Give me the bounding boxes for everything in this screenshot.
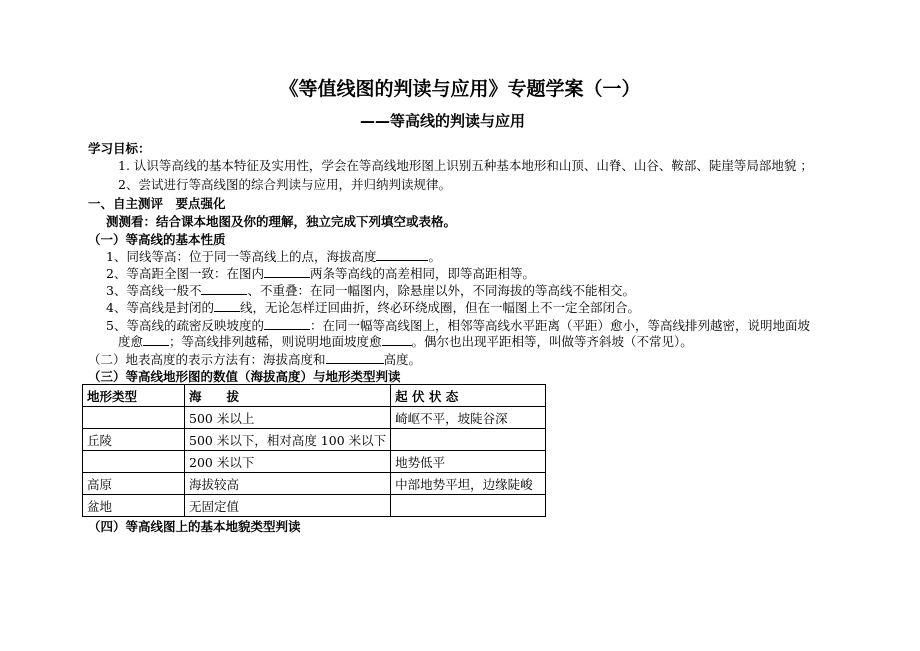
table-cell: 地势低平 <box>391 451 546 473</box>
table-cell: 盆地 <box>83 495 185 517</box>
property-1-text-a: 1、同线等高：位于同一等高线上的点，海拔高度 <box>106 249 377 264</box>
table-row <box>83 429 546 451</box>
table-cell: 无固定值 <box>185 495 391 517</box>
property-3-text-b: 、不重叠：在同一幅图内，除悬崖以外，不同海拔的等高线不能相交。 <box>247 283 635 298</box>
subsection-2 <box>88 350 421 368</box>
table-cell: 200 米以下 <box>185 451 391 473</box>
table-cell[interactable] <box>391 495 546 517</box>
table-header-cell: 海 拔 <box>185 385 391 407</box>
goals-heading: 学习目标： <box>88 141 151 156</box>
subsection-2-blank[interactable] <box>326 351 384 364</box>
subsection-2-text-a: （二）地表高度的表示方法有：海拔高度和 <box>88 352 326 367</box>
subsection-3-heading: （三）等高线地形图的数值（海拔高度）与地形类型判读 <box>88 369 401 384</box>
goal-item-2: 2、尝试进行等高线图的综合判读与应用，并归纳判读规律。 <box>118 177 451 192</box>
table-cell: 丘陵 <box>83 429 185 451</box>
table-row <box>83 407 546 429</box>
property-2-text-a: 2、等高距全图一致：在图内 <box>106 266 264 281</box>
property-5-blank-2[interactable] <box>143 333 169 346</box>
table-cell: 500 米以下，相对高度 100 米以下 <box>185 429 391 451</box>
table-cell: 中部地势平坦，边缘陡峻 <box>391 473 546 495</box>
subsection-2-text-b: 高度。 <box>383 352 422 367</box>
table-row <box>83 495 546 517</box>
table-row <box>83 451 546 473</box>
table-cell: 海拔较高 <box>185 473 391 495</box>
property-5-cont <box>118 332 693 350</box>
property-4 <box>106 298 640 316</box>
property-2 <box>106 264 535 282</box>
section1-heading: 一、自主测评 要点强化 <box>88 196 226 211</box>
property-3-text-a: 3、等高线一般不 <box>106 283 202 298</box>
property-1 <box>106 247 441 265</box>
goal-item-1: 1. 认识等高线的基本特征及实用性，学会在等高线地形图上识别五种基本地形和山顶、山脊、山谷、鞍部、陡崖等局部地貌 ； <box>118 158 813 173</box>
property-1-blank[interactable] <box>376 248 428 261</box>
table-cell: 崎岖不平，坡陡谷深 <box>391 407 546 429</box>
table-cell[interactable] <box>83 451 185 473</box>
table-row <box>83 473 546 495</box>
table-cell[interactable] <box>83 407 185 429</box>
property-4-text-b: 线，无论怎样迂回曲折，终必环绕成圈，但在一幅图上不一定全部闭合。 <box>239 300 640 315</box>
table-cell: 高原 <box>83 473 185 495</box>
property-5-text-c: 度愈 <box>118 334 144 349</box>
subsection-4-heading: （四）等高线图上的基本地貌类型判读 <box>88 519 301 534</box>
property-3 <box>106 281 635 299</box>
property-5-text-d: ；等高线排列越稀，则说明地面坡度愈 <box>169 334 382 349</box>
property-4-text-a: 4、等高线是封闭的 <box>106 300 214 315</box>
table-header-cell: 地形类型 <box>83 385 185 407</box>
table-header-cell: 起 伏 状 态 <box>391 385 546 407</box>
property-2-blank[interactable] <box>264 265 310 278</box>
property-5-blank-3[interactable] <box>382 333 412 346</box>
table-cell[interactable] <box>391 429 546 451</box>
subsection-1-heading: （一）等高线的基本性质 <box>88 232 226 247</box>
property-3-blank[interactable] <box>201 282 247 295</box>
page-title: 《等值线图的判读与应用》专题学案（一） <box>279 78 641 100</box>
property-5-text-a: 5、等高线的疏密反映坡度的 <box>106 318 264 333</box>
property-2-text-b: 两条等高线的高差相同，即等高距相等。 <box>309 266 535 281</box>
table-header-row <box>83 385 546 407</box>
property-5-text-b: ：在同一幅等高线图上，相邻等高线水平距离（平距）愈小，等高线排列越密，说明地面坡 <box>309 318 810 333</box>
property-5-blank-1[interactable] <box>264 317 310 330</box>
property-1-text-b: 。 <box>428 249 441 264</box>
instruction-text: 测测看：结合课本地图及你的理解，独立完成下列填空或表格。 <box>106 214 457 229</box>
table-cell: 500 米以上 <box>185 407 391 429</box>
landform-table <box>82 384 546 517</box>
property-5-text-e: 。偶尔也出现平距相等，叫做等齐斜坡（不常见）。 <box>411 334 693 349</box>
page-subtitle: ——等高线的判读与应用 <box>360 112 526 130</box>
property-4-blank[interactable] <box>214 299 240 312</box>
